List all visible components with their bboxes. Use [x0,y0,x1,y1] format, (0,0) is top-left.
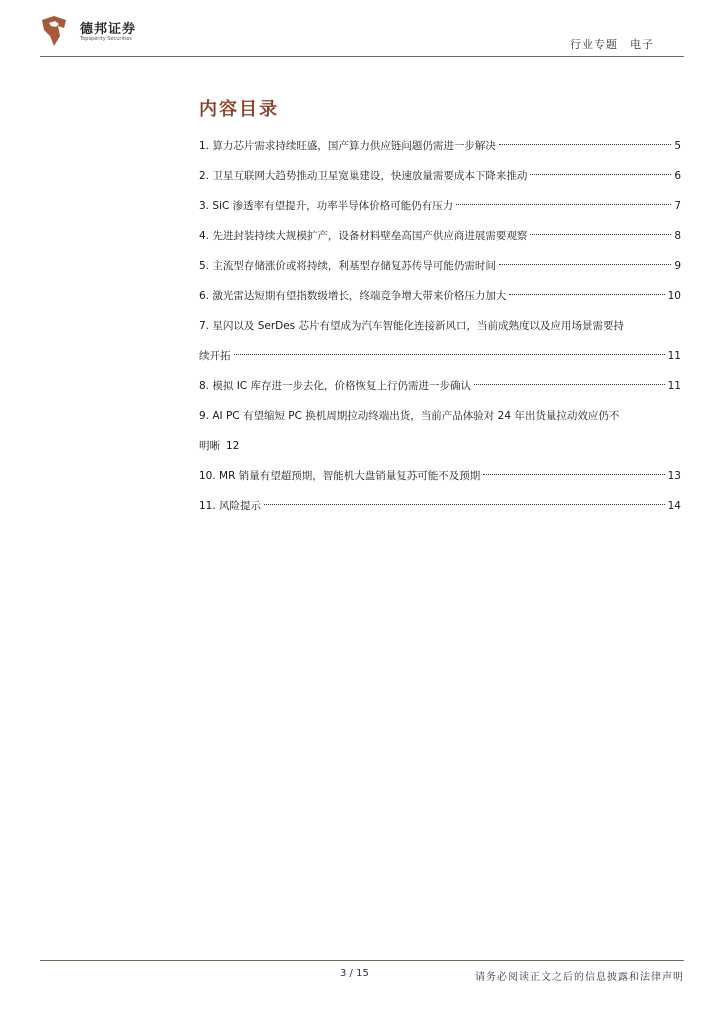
dot-leader [456,204,671,205]
toc-item-page: 7 [674,200,681,212]
toc-item-text-continued: 明晰 [199,440,220,452]
footer-divider [40,960,684,961]
toc-item[interactable] [199,316,681,366]
toc-item[interactable] [199,286,681,306]
report-category: 行业专题 电子 [570,38,654,51]
toc-item-page: 5 [674,140,681,152]
toc-item-text: 10. MR 销量有望超预期，智能机大盘销量复苏可能不及预期 [199,470,481,482]
toc-item-page: 14 [667,500,681,512]
toc-item[interactable] [199,496,681,516]
toc-item-text: 9. AI PC 有望缩短 PC 换机周期拉动终端出货，当前产品体验对 24 年出货量拉动效应仍不 [199,410,620,422]
dot-leader [509,294,664,295]
toc-item-text-continued: 续开拓 [199,350,231,362]
toc-item[interactable] [199,406,681,456]
toc-list [199,136,681,516]
toc-item-text: 4. 先进封装持续大规模扩产，设备材料壁垒高国产供应商进展需要观察 [199,230,528,242]
toc-item-page: 11 [667,380,681,392]
dot-leader [499,144,671,145]
toc-item-text: 6. 激光雷达短期有望指数级增长，终端竞争增大带来价格压力加大 [199,290,507,302]
toc-item[interactable] [199,166,681,186]
toc-item[interactable] [199,196,681,216]
toc-item-text: 3. SiC 渗透率有望提升，功率半导体价格可能仍有压力 [199,200,454,212]
toc-item-text: 2. 卫星互联网大趋势推动卫星宽巢建设，快速放量需要成本下降来推动 [199,170,528,182]
toc-item-text: 5. 主流型存储涨价或将持续，利基型存储复苏传导可能仍需时间 [199,260,496,272]
toc-item-page: 8 [674,230,681,242]
dot-leader [483,474,664,475]
toc-item-text: 8. 模拟 IC 库存进一步去化，价格恢复上行仍需进一步确认 [199,380,471,392]
dot-leader [530,234,671,235]
toc-item[interactable] [199,256,681,276]
page-number: 3 / 15 [340,968,369,979]
toc-title: 内容目录 [199,99,279,120]
dot-leader [264,504,665,505]
toc-item-page: 13 [667,470,681,482]
toc-item-page: 10 [667,290,681,302]
toc-item[interactable] [199,136,681,156]
toc-item-page: 11 [667,350,681,362]
toc-item[interactable] [199,376,681,396]
dot-leader [474,384,665,385]
dot-leader [234,354,665,355]
header-divider [40,56,684,57]
company-name-en: Topsperity Securities [80,36,132,42]
toc-item-text: 11. 风险提示 [199,500,262,512]
legal-disclaimer: 请务必阅读正文之后的信息披露和法律声明 [475,972,684,983]
toc-item[interactable] [199,466,681,486]
toc-item[interactable] [199,226,681,246]
dot-leader [499,264,671,265]
dot-leader [530,174,671,175]
toc-item-page: 6 [674,170,681,182]
logo-mark-icon [40,14,70,48]
toc-item-page: 12 [226,440,240,452]
toc-item-page: 9 [674,260,681,272]
company-name-cn: 德邦证券 [80,22,137,37]
company-logo [40,14,150,50]
toc-item-text: 1. 算力芯片需求持续旺盛，国产算力供应链问题仍需进一步解决 [199,140,496,152]
toc-item-text: 7. 星闪以及 SerDes 芯片有望成为汽车智能化连接新风口，当前成熟度以及应用场景需要持 [199,320,624,332]
